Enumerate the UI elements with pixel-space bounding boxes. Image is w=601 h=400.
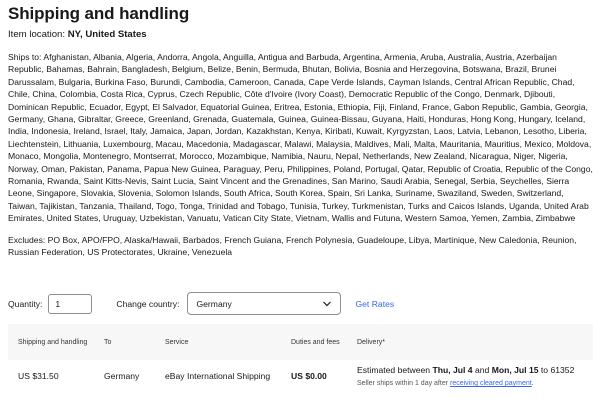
shipping-controls xyxy=(8,292,394,315)
item-location-value: NY, United States xyxy=(67,29,147,40)
ships-to xyxy=(8,51,593,225)
ships-to-label: Ships to: xyxy=(8,52,42,62)
country-label: Change country: xyxy=(116,298,180,309)
row-to: Germany xyxy=(104,371,140,381)
row-price: US $31.50 xyxy=(18,371,59,381)
est-prefix: Estimated between xyxy=(357,365,433,375)
chevron-down-icon xyxy=(322,299,332,309)
excludes-list: PO Box, APO/FPO, Alaska/Hawaii, Barbados, French Guiana, French Polynesia, Guadeloupe, Libya, Martinique, New Caledonia, Reunion, Russian Federation, US Protectorates, Ukraine, Venezuela xyxy=(8,234,577,258)
ships-to-list: Afghanistan, Albania, Algeria, Andorra, Angola, Anguilla, Antigua and Barbuda, Argentina, Armenia, Aruba, Australia, Austria, Azerbaijan Republic, Bahamas, Bahrain, Bangladesh, Belgium, Belize, Benin, Bermuda, Bhutan, Bolivia, Bosnia and Herzegovina, Botswana, Brazil, Brunei Darussalam, Bulgaria, Burkina Faso, Burundi, Cambodia, Cameroon, Canada, Cape Verde Islands, Cayman Islands, Central African Republic, Chad, Chile, China, Colombia, Costa Rica, Cyprus, Czech Republic, Côte d'Ivoire (Ivory Coast), Democratic Republic of the Congo, Denmark, Djibouti, Dominican Republic, Ecuador, Egypt, El Salvador, Equatorial Guinea, Eritrea, Estonia, Ethiopia, Fiji, Finland, France, Gabon Republic, Gambia, Georgia, Germany, Ghana, Gibraltar, Greece, Greenland, Grenada, Guatemala, Guinea, Guinea-Bissau, Guyana, Haiti, Honduras, Hong Kong, Hungary, Iceland, India, Indonesia, Ireland, Israel, Italy, Jamaica, Japan, Jordan, Kazakhstan, Kenya, Kiribati, Kuwait, Kyrgyzstan, Laos, Latvia, Lebanon, Lesotho, Liberia, Liechtenstein, Lithuania, Luxembourg, Macau, Macedonia, Madagascar, Malawi, Malaysia, Maldives, Mali, Malta, Mauritania, Mauritius, Mexico, Moldova, Monaco, Mongolia, Montenegro, Montserrat, Morocco, Mozambique, Namibia, Nauru, Nepal, Netherlands, New Zealand, Nicaragua, Niger, Nigeria, Norway, Oman, Pakistan, Panama, Papua New Guinea, Paraguay, Peru, Philippines, Poland, Portugal, Qatar, Republic of Croatia, Republic of the Congo, Romania, Rwanda, Saint Kitts-Nevis, Saint Lucia, Saint Vincent and the Grenadines, San Marino, Saudi Arabia, Senegal, Serbia, Seychelles, Sierra Leone, Singapore, Slovakia, Slovenia, Solomon Islands, South Africa, South Korea, Spain, Sri Lanka, Suriname, Swaziland, Sweden, Switzerland, Taiwan, Tajikistan, Tanzania, Thailand, Togo, Tonga, Trinidad and Tobago, Tunisia, Turkey, Turkmenistan, Turks and Caicos Islands, Uganda, United Arab Emirates, United States, Uruguay, Uzbekistan, Vanuatu, Vatican City State, Vietnam, Wallis and Futuna, Western Samoa, Yemen, Zambia, Zimbabwe xyxy=(8,52,593,224)
shipping-rates-table xyxy=(8,324,593,393)
seller-end: . xyxy=(531,380,534,387)
est-from: Thu, Jul 4 xyxy=(432,365,473,375)
header-service: Service xyxy=(155,324,281,360)
row-delivery xyxy=(347,360,593,393)
row-duties: US $0.00 xyxy=(291,371,327,381)
cleared-payment-link[interactable]: receiving cleared payment xyxy=(450,380,532,387)
country-select-value: Germany xyxy=(196,298,232,309)
quantity-label: Quantity: xyxy=(8,298,43,309)
seller-handling-note xyxy=(357,378,587,389)
excludes-label: Excludes: xyxy=(8,234,46,245)
shipping-section xyxy=(8,0,593,259)
item-location-label: Item location: xyxy=(8,29,66,40)
est-suffix: to 61352 xyxy=(538,365,575,375)
item-location xyxy=(8,29,593,41)
header-shipping: Shipping and handling xyxy=(8,324,94,360)
est-and: and xyxy=(472,365,492,375)
header-to: To xyxy=(94,324,155,360)
get-rates-button[interactable]: Get Rates xyxy=(355,298,395,309)
table-row xyxy=(8,360,593,393)
table-header-row xyxy=(8,324,593,360)
excludes xyxy=(8,234,593,259)
country-select[interactable] xyxy=(187,292,341,315)
row-service: eBay International Shipping xyxy=(165,371,271,381)
est-to: Mon, Jul 15 xyxy=(491,365,539,375)
seller-text: Seller ships within 1 day after xyxy=(357,380,450,387)
header-duties: Duties and fees xyxy=(281,324,347,360)
delivery-estimate xyxy=(357,364,587,376)
header-delivery: Delivery* xyxy=(347,324,593,360)
quantity-input[interactable] xyxy=(48,294,92,314)
page-title: Shipping and handling xyxy=(8,4,190,23)
